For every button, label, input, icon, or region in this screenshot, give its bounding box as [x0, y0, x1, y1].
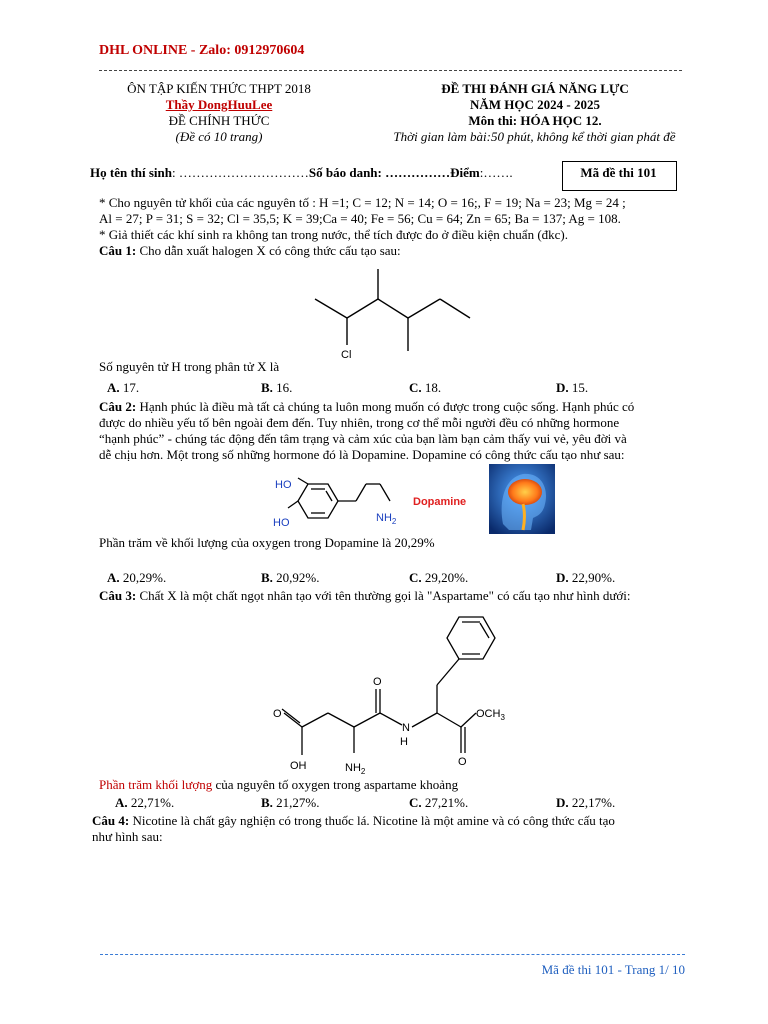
score-label: Điểm	[450, 165, 480, 180]
q2-option-a[interactable]: A. 20,29%.	[107, 570, 167, 585]
q3-option-c[interactable]: C. 27,21%.	[409, 795, 469, 810]
q1-label: Câu 1:	[99, 243, 137, 258]
pages-note: (Đề có 10 trang)	[175, 129, 263, 144]
q3-option-a[interactable]: A. 22,71%.	[115, 795, 175, 810]
dopamine-ho-bottom: HO	[273, 517, 290, 529]
name-label: Họ tên thí sinh	[90, 165, 172, 180]
q3-stem: Câu 3: Chất X là một chất ngọt nhân tạo với tên thường gọi là "Aspartame" có cấu tạo như hình dưới:	[99, 588, 631, 603]
aspartame-och3: $OCH_3$	[476, 708, 505, 722]
brand-header: DHL ONLINE - Zalo: 0912970604	[99, 43, 305, 58]
sbd-label: Số báo danh: ……………	[308, 165, 451, 180]
exam-code: Mã đề thi 101	[580, 165, 657, 180]
school-year: NĂM HỌC 2024 - 2025	[470, 97, 600, 112]
q3-question: Phần trăm khối lượng của nguyên tố oxygen trong aspartame khoảng	[99, 777, 459, 792]
review-title: ÔN TẬP KIẾN THỨC THPT 2018	[127, 81, 311, 96]
dopamine-nh2: $NH_2$	[376, 512, 397, 526]
atomic-mass-line-2: Al = 27; P = 31; S = 32; Cl = 35,5; K = 39;Ca = 40; Fe = 56; Cu = 64; Zn = 65; Ba = 137; Ag = 108.	[99, 211, 621, 226]
page-footer: Mã đề thi 101 - Trang 1/ 10	[541, 962, 685, 977]
assumption-line: * Giả thiết các khí sinh ra không tan trong nước, thể tích được đo ở điều kiện chuẩn (đkc).	[99, 227, 569, 242]
q1-option-b[interactable]: B. 16.	[261, 380, 293, 395]
q1-structure	[300, 262, 480, 362]
aspartame-oh: OH	[290, 760, 307, 772]
dopamine-label: Dopamine	[413, 496, 467, 508]
exam-title: ĐỀ THI ĐÁNH GIÁ NĂNG LỰC	[441, 81, 629, 96]
name-dots: : …………………………	[172, 165, 309, 180]
q1-question: Số nguyên tử H trong phân tử X là	[99, 359, 280, 374]
q3-option-b[interactable]: B. 21,27%.	[261, 795, 320, 810]
q1-option-d[interactable]: D. 15.	[556, 380, 589, 395]
brain-illustration	[489, 464, 555, 534]
q4-line-1: Câu 4: Nicotine là chất gây nghiện có trong thuốc lá. Nicotine là một amine và có công thức cấu tạo	[92, 813, 615, 828]
aspartame-o-amide: O	[373, 676, 382, 688]
score-dots: :…….	[479, 165, 513, 180]
aspartame-h: H	[400, 736, 408, 748]
q1-option-c[interactable]: C. 18.	[409, 380, 442, 395]
q2-line-3: “hạnh phúc” - chúng tác động đến tâm trạng và cảm xúc của bạn làm bạn cảm thấy vui vẻ, yêu đời và	[99, 431, 627, 446]
q1-cl-label: Cl	[341, 349, 352, 361]
q1-text: Cho dẫn xuất halogen X có công thức cấu tạo sau:	[136, 243, 401, 258]
time-note: Thời gian làm bài:50 phút, không kể thời gian phát đề	[393, 129, 676, 144]
dopamine-structure	[270, 470, 480, 535]
aspartame-structure	[262, 605, 522, 777]
subject: Môn thi: HÓA HỌC 12.	[468, 113, 602, 128]
aspartame-o-acid: O	[273, 708, 282, 720]
q3-option-d[interactable]: D. 22,17%.	[556, 795, 616, 810]
header-divider	[99, 70, 682, 71]
q2-option-c[interactable]: C. 29,20%.	[409, 570, 469, 585]
teacher-name: Thầy DongHuuLee	[165, 97, 273, 112]
official-label: ĐỀ CHÍNH THỨC	[168, 113, 270, 128]
q2-option-d[interactable]: D. 22,90%.	[556, 570, 616, 585]
q4-line-2: như hình sau:	[92, 829, 163, 844]
aspartame-n: N	[402, 722, 410, 734]
q2-line-4: dễ chịu hơn. Một trong số những hormone đó là Dopamine. Dopamine có công thức cấu tạo như sau:	[99, 447, 625, 462]
q2-option-b[interactable]: B. 20,92%.	[261, 570, 320, 585]
q1-stem	[99, 243, 401, 259]
q2-line-2: được do nhiều yếu tố bên ngoài đem đến. Tuy nhiên, trong cơ thể mỗi người đều có những hormone	[99, 415, 620, 430]
q2-line-1: Câu 2: Hạnh phúc là điều mà tất cả chúng ta luôn mong muốn có được trong cuộc sống. Hạnh phúc có	[99, 399, 635, 414]
q1-option-a[interactable]: A. 17.	[107, 380, 140, 395]
footer-divider	[100, 954, 685, 955]
q2-statement: Phần trăm về khối lượng của oxygen trong Dopamine là 20,29%	[99, 535, 435, 550]
aspartame-nh2: $NH_2$	[345, 762, 366, 776]
aspartame-o-ester: O	[458, 756, 467, 768]
candidate-line	[90, 165, 513, 181]
dopamine-ho-top: HO	[275, 479, 292, 491]
atomic-mass-line-1: * Cho nguyên tử khối của các nguyên tố : H =1; C = 12; N = 14; O = 16;, F = 19; Na = 23; Mg = 24 ;	[99, 195, 626, 210]
